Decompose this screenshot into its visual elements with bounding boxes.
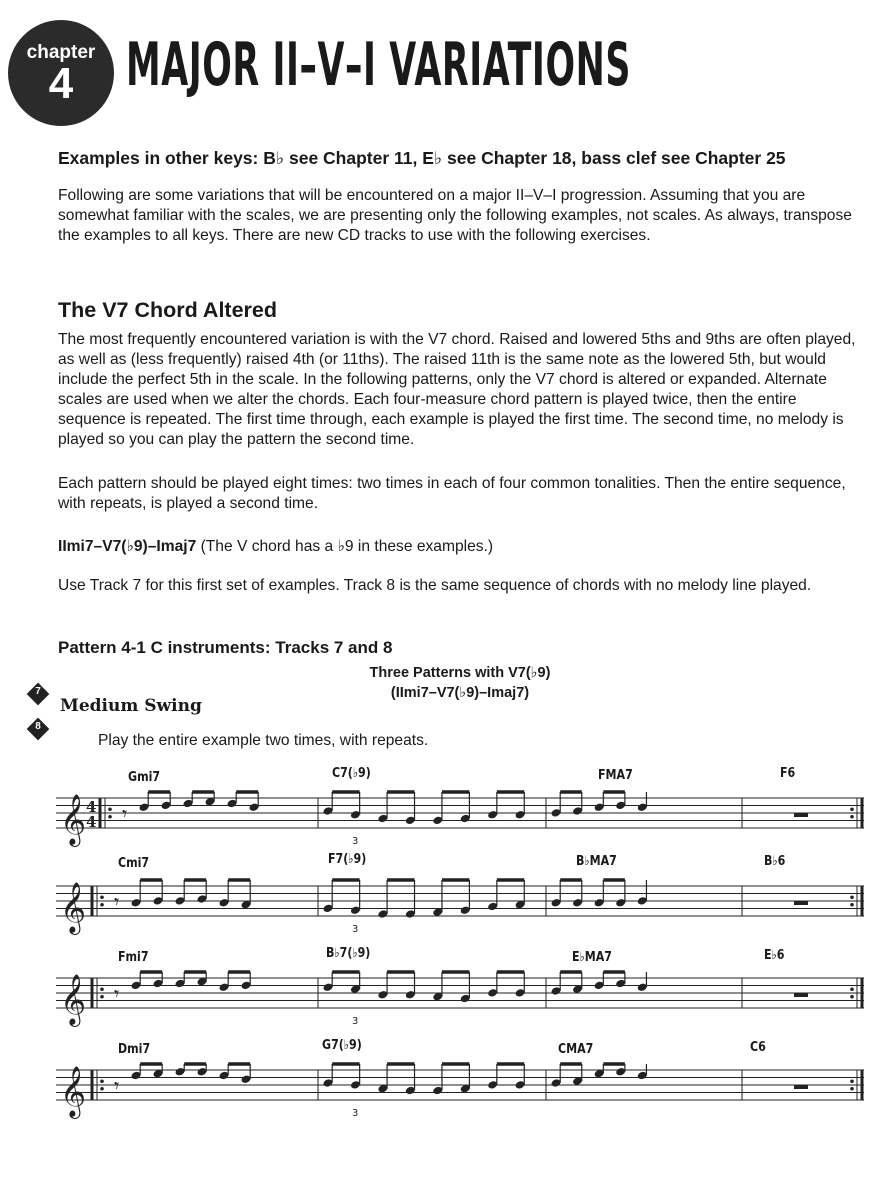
center-title-line2: (IImi7–V7(♭9)–Imaj7) bbox=[390, 685, 530, 701]
section-paragraph-1: The most frequently encountered variation is with the V7 chord. Raised and lowered 5ths and 9ths are often played, as well as (less frequently) raised 4th (or 11ths). The raised 11th is the same note as the lowered 5th, but would include the perfect 5th in the scale. In the following patterns, only the V7 chord is altered or expanded. Alternate scales are used when we alter the chords. Each four-measure chord pattern is played twice, then the entire sequence is repeated. The first time through, each example is played the first time. The second time, no melody is played so you can play the pattern the second time. bbox=[58, 331, 856, 448]
section-paragraph-2: Each pattern should be played eight times: two times in each of four common tonalities. Then the entire sequence, with repeats, is played a second time. bbox=[58, 475, 846, 512]
whole-rest-icon bbox=[794, 993, 808, 997]
eighth-rest-icon: 𝄾 bbox=[114, 889, 120, 914]
chapter-badge bbox=[8, 20, 114, 126]
track-8-icon bbox=[28, 719, 48, 739]
track-8-number: 8 bbox=[35, 721, 41, 732]
triplet-marker: 3 bbox=[352, 1016, 359, 1027]
time-signature-top: 4 bbox=[86, 798, 97, 816]
chord-symbol: F6 bbox=[780, 766, 796, 781]
chord-symbol: B♭6 bbox=[764, 854, 786, 869]
whole-rest-icon bbox=[794, 1085, 808, 1089]
chord-symbol: C6 bbox=[750, 1040, 766, 1055]
staff-lines bbox=[56, 798, 864, 828]
eighth-rest-icon: 𝄾 bbox=[122, 801, 128, 826]
progression-line bbox=[58, 537, 858, 557]
treble-clef-icon: 𝄞 bbox=[60, 974, 87, 1025]
treble-clef-icon: 𝄞 bbox=[60, 794, 87, 845]
chord-symbol: E♭MA7 bbox=[572, 950, 613, 965]
treble-clef-icon: 𝄞 bbox=[60, 882, 87, 933]
chord-symbol: Dmi7 bbox=[118, 1042, 151, 1057]
chord-symbol: G7(♭9) bbox=[322, 1038, 362, 1053]
staff bbox=[56, 1034, 872, 1144]
eighth-rest-icon: 𝄾 bbox=[114, 1073, 120, 1098]
triplet-marker: 3 bbox=[352, 836, 359, 847]
chord-symbol: B♭7(♭9) bbox=[326, 946, 371, 961]
chapter-word: chapter bbox=[26, 42, 96, 63]
chord-symbol: C7(♭9) bbox=[332, 766, 371, 781]
triplet-marker: 3 bbox=[352, 924, 359, 935]
other-keys-subhead: Examples in other keys: B♭ see Chapter 11, E♭ see Chapter 18, bass clef see Chapter 25 bbox=[58, 148, 786, 168]
music-system-4 bbox=[56, 1034, 872, 1144]
track-7-icon bbox=[28, 684, 48, 704]
pattern-title: Pattern 4-1 C instruments: Tracks 7 and 8 bbox=[58, 638, 393, 657]
instruction: Play the entire example two times, with repeats. bbox=[98, 732, 429, 749]
chord-symbol: Cmi7 bbox=[118, 856, 150, 871]
time-signature-bottom: 4 bbox=[86, 813, 97, 831]
track-7-number: 7 bbox=[35, 686, 41, 697]
eighth-rest-icon: 𝄾 bbox=[114, 981, 120, 1006]
chord-symbol: Fmi7 bbox=[118, 950, 149, 965]
track-note: Use Track 7 for this first set of examples. Track 8 is the same sequence of chords with no melody line played. bbox=[58, 577, 812, 594]
chord-symbol: CMA7 bbox=[558, 1042, 594, 1057]
whole-rest-icon bbox=[794, 813, 808, 817]
center-title-line1: Three Patterns with V7(♭9) bbox=[369, 665, 551, 681]
chord-symbol: Gmi7 bbox=[128, 770, 161, 785]
tempo-marking: Medium Swing bbox=[60, 696, 202, 716]
treble-clef-icon: 𝄞 bbox=[60, 1066, 87, 1117]
section-heading: The V7 Chord Altered bbox=[58, 298, 278, 322]
chord-symbol: F7(♭9) bbox=[328, 852, 367, 867]
intro-paragraph: Following are some variations that will be encountered on a major II–V–I progression. Assuming that you are somewhat familiar with the scales, we are presenting only the following examples, not scales. As always, transpose the examples to all keys. There are new CD tracks to use with the following exercises. bbox=[58, 187, 852, 244]
triplet-marker: 3 bbox=[352, 1108, 359, 1119]
progression-bold: IImi7–V7(♭9)–Imaj7 bbox=[58, 538, 197, 555]
page-title: MAJOR II–V–I VARIATIONS bbox=[126, 30, 631, 100]
chapter-number: 4 bbox=[48, 59, 74, 108]
progression-note: (The V chord has a ♭9 in these examples.) bbox=[196, 538, 494, 555]
whole-rest-icon bbox=[794, 901, 808, 905]
chord-symbol: FMA7 bbox=[598, 768, 633, 783]
chord-symbol: E♭6 bbox=[764, 948, 785, 963]
chord-symbol: B♭MA7 bbox=[576, 854, 617, 869]
